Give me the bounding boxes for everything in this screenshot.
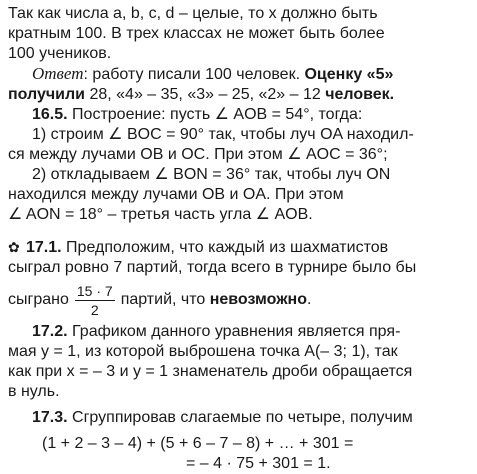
answer-bold-got: получили — [8, 86, 86, 103]
answer-bold-grade: Оценку «5» — [304, 66, 394, 83]
text-line: Так как числа a, b, c, d – целые, то x должно быть — [8, 5, 378, 22]
problem-17-2-cont — [8, 342, 470, 402]
problem-16-5-step2-cont — [8, 185, 470, 225]
answer-counts: 28, «4» – 35, «3» – 25, «2» – 12 — [85, 86, 326, 103]
text-line: Сгруппировав слагаемые по четыре, получим — [67, 409, 413, 426]
answer-label: Ответ — [32, 64, 84, 83]
text-line: кратным 100. В трех классах не может быть более — [8, 25, 385, 42]
problem-17-1 — [8, 237, 470, 278]
problem-number: 17.1. — [26, 239, 62, 256]
problem-number: 16.5. — [32, 106, 68, 123]
text-line: Предположим, что каждый из шахматистов — [61, 239, 389, 256]
answer-bold-people: человек. — [325, 86, 395, 103]
problem-17-3 — [8, 408, 470, 428]
problem-number: 17.3. — [32, 409, 68, 426]
answer-paragraph — [8, 64, 470, 105]
fraction-line — [8, 278, 470, 322]
text-line: ся между лучами OB и OC. При этом ∠ AOC = 36°; — [8, 146, 388, 163]
fraction-denominator: 2 — [90, 301, 99, 318]
text-games: партий, что — [120, 291, 210, 308]
paragraph-divisibility — [8, 4, 470, 64]
text-line: мая y = 1, из которой выброшена точка A(– 3; 1), так — [8, 343, 398, 360]
fraction — [75, 283, 115, 318]
problem-17-2 — [8, 322, 470, 342]
text-period: . — [307, 291, 312, 308]
text-line: 100 учеников. — [8, 45, 112, 62]
text-line: 1) строим ∠ BOC = 90° так, чтобы луч OA находил- — [32, 126, 414, 143]
text-line: в нуль. — [8, 383, 60, 400]
equation-line-2: = – 4 · 75 + 301 = 1. — [186, 455, 331, 472]
problem-16-5-step1-cont — [8, 145, 470, 165]
fraction-numerator: 15 · 7 — [76, 282, 113, 299]
problem-number: 17.2. — [32, 323, 68, 340]
equation-line-1: (1 + 2 – 3 – 4) + (5 + 6 – 7 – 8) + … + 301 = — [42, 435, 354, 452]
text-line: 2) откладываем ∠ BON = 36° так, чтобы луч ON — [32, 166, 391, 183]
problem-16-5 — [8, 105, 470, 125]
text-line: как при x = – 3 и y = 1 знаменатель дроби обращается — [8, 363, 413, 380]
text-played: сыграно — [8, 291, 69, 308]
text-line: сыграл ровно 7 партий, тогда всего в турнире было бы — [8, 259, 417, 276]
flower-icon: ✿ — [8, 239, 20, 255]
page-content — [8, 4, 470, 474]
problem-16-5-step2 — [8, 165, 470, 185]
text-line: Построение: пусть ∠ AOB = 54°, тогда: — [67, 106, 363, 123]
answer-text: : работу писали 100 человек. — [83, 66, 305, 83]
text-line: находился между лучами OB и OA. При этом — [8, 186, 344, 203]
problem-16-5-step1 — [8, 125, 470, 145]
text-line: Графиком данного уравнения является пря- — [67, 323, 401, 340]
text-impossible: невозможно — [209, 291, 307, 308]
text-line: ∠ AON = 18° – третья часть угла ∠ AOB. — [8, 206, 313, 223]
